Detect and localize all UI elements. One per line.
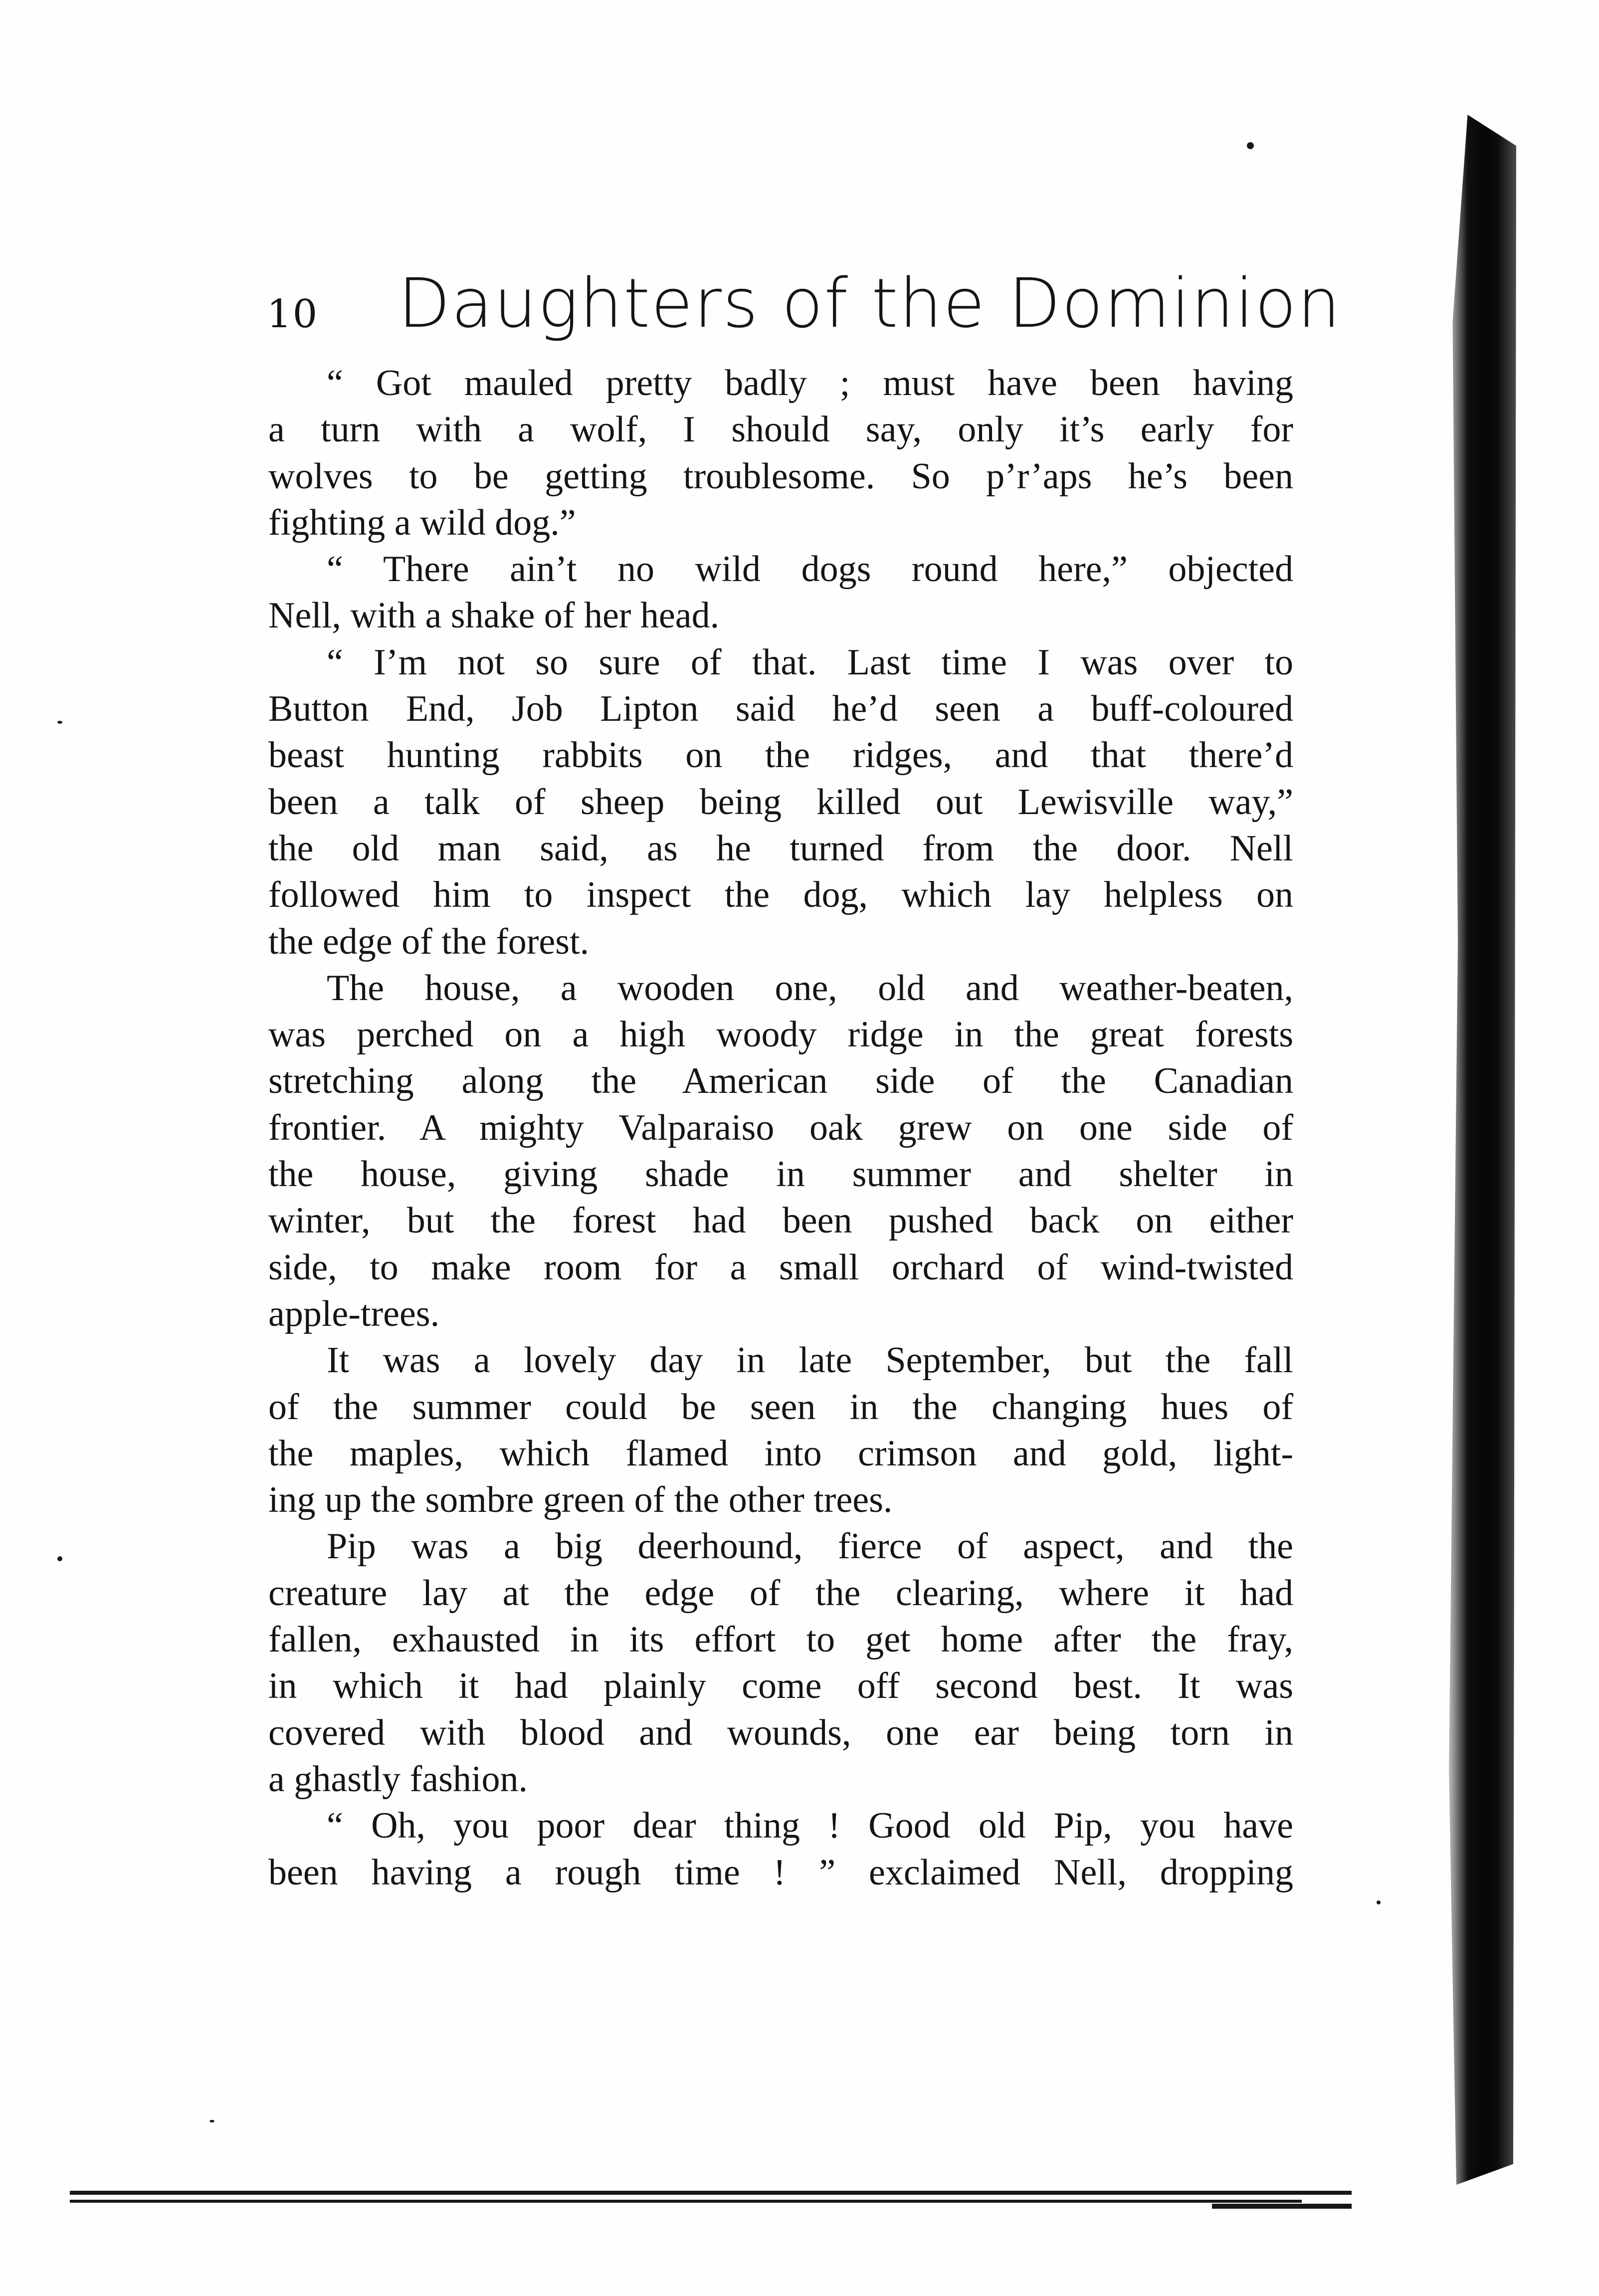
text-line: wolves to be getting troublesome. So p’r’aps he’s been	[268, 455, 1293, 497]
text-line: “ Oh, you poor dear thing ! Good old Pip, you have	[327, 1805, 1293, 1847]
text-line: creature lay at the edge of the clearing, where it had	[268, 1572, 1293, 1614]
text-line: Button End, Job Lipton said he’d seen a buff-coloured	[268, 688, 1293, 730]
text-line: covered with blood and wounds, one ear being torn in	[268, 1712, 1293, 1753]
scan-speck	[57, 721, 62, 724]
text-line: beast hunting rabbits on the ridges, and that there’d	[268, 735, 1293, 776]
scan-speck	[1247, 142, 1254, 149]
spine-edge	[1441, 115, 1516, 2185]
page-number: 10	[267, 292, 319, 337]
text-line: of the summer could be seen in the changing hues of	[268, 1386, 1293, 1428]
text-line: It was a lovely day in late September, but the fall	[327, 1340, 1293, 1381]
text-line: the old man said, as he turned from the door. Nell	[268, 828, 1293, 869]
bottom-rule	[1212, 2204, 1352, 2209]
text-line: the house, giving shade in summer and shelter in	[268, 1154, 1293, 1195]
text-line: fallen, exhausted in its effort to get home after the fray,	[268, 1619, 1293, 1661]
book-spine-shadow	[1441, 115, 1516, 2185]
bottom-rule	[70, 2191, 1352, 2195]
text-line: frontier. A mighty Valparaiso oak grew on one side of	[268, 1107, 1293, 1148]
page-header	[267, 264, 1342, 364]
text-line: been a talk of sheep being killed out Lewisville way,”	[268, 781, 1293, 823]
text-line: was perched on a high woody ridge in the great forests	[268, 1014, 1293, 1055]
text-line: “ Got mauled pretty badly ; must have been having	[327, 363, 1293, 404]
text-line: side, to make room for a small orchard of wind-twisted	[268, 1247, 1293, 1288]
text-line: in which it had plainly come off second best. It was	[268, 1666, 1293, 1707]
bottom-rule	[70, 2200, 1302, 2203]
scan-speck	[1377, 1900, 1381, 1904]
text-line: apple-trees.	[268, 1293, 440, 1334]
text-line: followed him to inspect the dog, which lay helpless on	[268, 874, 1293, 916]
scan-speck	[57, 1556, 62, 1561]
body-text	[268, 360, 1293, 1896]
text-line: fighting a wild dog.”	[268, 502, 576, 543]
text-line: winter, but the forest had been pushed back on either	[268, 1200, 1293, 1242]
text-line: been having a rough time ! ” exclaimed Nell, dropping	[268, 1852, 1293, 1893]
text-line: a turn with a wolf, I should say, only it’s early for	[268, 409, 1293, 450]
text-line: the edge of the forest.	[268, 921, 590, 962]
text-line: “ I’m not so sure of that. Last time I was over to	[327, 641, 1293, 683]
text-line: ing up the sombre green of the other trees.	[268, 1479, 893, 1521]
text-line: the maples, which flamed into crimson and gold, light-	[268, 1433, 1293, 1474]
text-line: stretching along the American side of the Canadian	[268, 1060, 1293, 1102]
running-title: Daughters of the Dominion	[398, 264, 1342, 343]
text-line: Nell, with a shake of her head.	[268, 595, 720, 636]
scan-speck	[209, 2120, 214, 2122]
text-line: Pip was a big deerhound, fierce of aspect, and the	[327, 1526, 1293, 1567]
text-line: “ There ain’t no wild dogs round here,” objected	[327, 549, 1293, 590]
text-line: a ghastly fashion.	[268, 1758, 528, 1800]
text-line: The house, a wooden one, old and weather-beaten,	[327, 967, 1293, 1009]
